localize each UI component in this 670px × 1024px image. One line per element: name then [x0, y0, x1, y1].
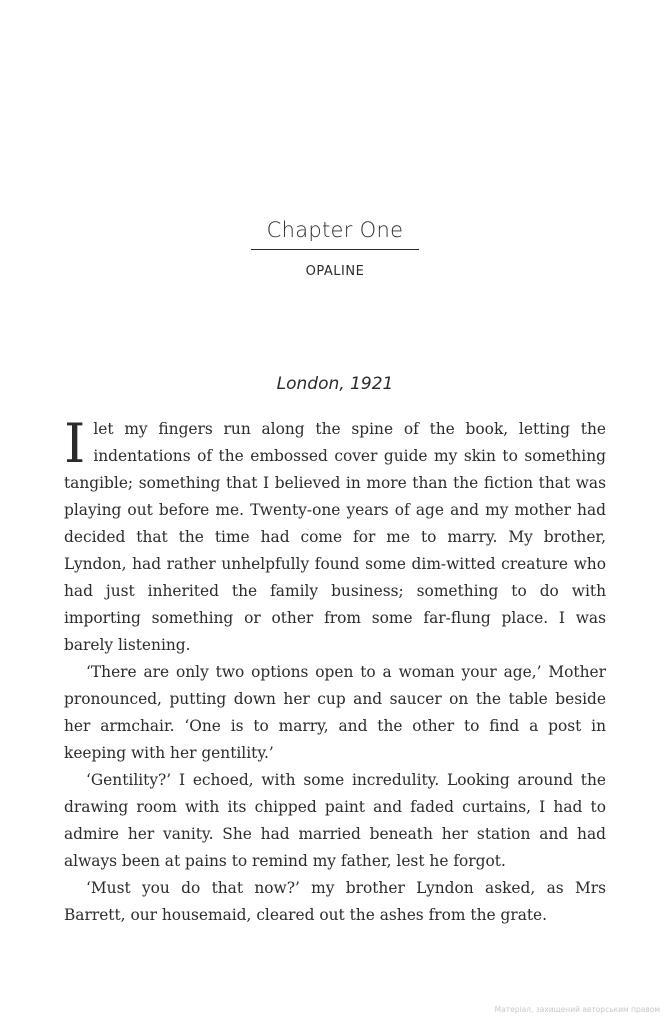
- chapter-subtitle: OPALINE: [305, 264, 365, 279]
- body-text: [64, 412, 606, 929]
- paragraph-1: [64, 412, 606, 659]
- drop-cap: I: [64, 412, 86, 475]
- copyright-watermark: Матеріал, захищений авторським правом: [494, 1005, 660, 1014]
- paragraph-1-text: let my fingers run along the spine of the book, letting the indentations of the embossed cover guide my skin to something tangible; something that I believed in more than the fiction that was playing out before me. Twenty-one years of age and my mother had decided that the time had come for me to marry. My brother, Lyndon, had rather unhelpfully found some dim-witted creature who had just inherited the family business; something to do with importing something or other from some far-flung place. I was barely listening.: [64, 420, 606, 654]
- place-date-heading: London, 1921: [276, 374, 394, 394]
- paragraph-3: ‘Gentility?’ I echoed, with some incredulity. Looking around the drawing room with its chipped paint and faded curtains, I had to admire her vanity. She had married beneath her station and had always been at pains to remind my father, lest he forgot.: [64, 771, 606, 870]
- chapter-title: Chapter One: [266, 218, 404, 242]
- chapter-title-rule: [251, 249, 419, 250]
- paragraph-4: ‘Must you do that now?’ my brother Lyndon asked, as Mrs Barrett, our housemaid, cleared out the ashes from the grate.: [64, 879, 606, 924]
- paragraph-2: ‘There are only two options open to a woman your age,’ Mother pronounced, putting down her cup and saucer on the table beside her armchair. ‘One is to marry, and the other to find a post in keeping with her gentility.’: [64, 663, 606, 762]
